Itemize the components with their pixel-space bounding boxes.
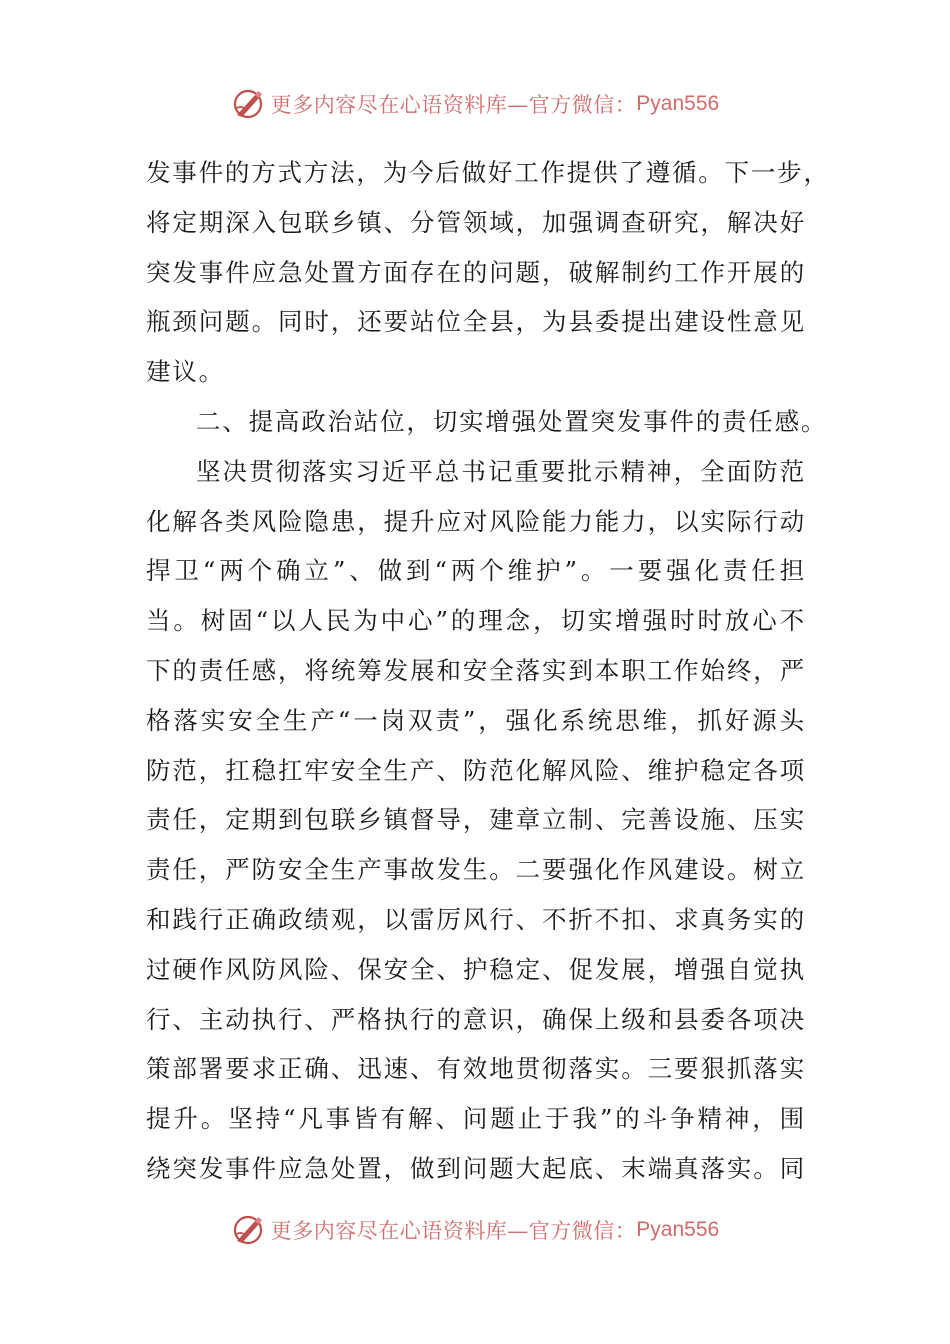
text-line: 行、主动执行、严格执行的意识，确保上级和县委各项决 [146, 1004, 806, 1034]
text-line: 责任，严防安全生产事故发生。二要强化作风建设。树立 [146, 855, 806, 885]
section-heading: 二、提高政治站位，切实增强处置突发事件的责任感。 [196, 406, 828, 436]
text-line: 瓶颈问题。同时，还要站位全县，为县委提出建设性意见 [146, 307, 806, 337]
header-watermark [0, 84, 950, 124]
text-line: 和践行正确政绩观，以雷厉风行、不折不扣、求真务实的 [146, 904, 806, 934]
text-line: 当。树固“以人民为中心”的理念，切实增强时时放心不 [146, 606, 806, 636]
document-body [146, 148, 830, 1194]
text-line: 坚决贯彻落实习近平总书记重要批示精神，全面防范 [196, 456, 806, 486]
pen-logo-icon [231, 87, 265, 121]
text-line: 发事件的方式方法，为今后做好工作提供了遵循。下一步， [146, 158, 830, 187]
text-line: 防范，扛稳扛牢安全生产、防范化解风险、维护稳定各项 [146, 755, 806, 785]
watermark-text: 更多内容尽在心语资料库—官方微信： [270, 1219, 637, 1243]
text-line: 策部署要求正确、迅速、有效地贯彻落实。三要狠抓落实 [146, 1054, 806, 1084]
watermark-text: 更多内容尽在心语资料库—官方微信： [270, 93, 637, 117]
text-line: 化解各类风险隐患，提升应对风险能力能力，以实际行动 [146, 506, 806, 536]
text-line: 提升。坚持“凡事皆有解、问题止于我”的斗争精神，围 [146, 1104, 806, 1134]
watermark-wechat-id: Pyan556 [636, 1218, 720, 1241]
text-line: 将定期深入包联乡镇、分管领域，加强调查研究，解决好 [146, 207, 806, 237]
text-line: 责任，定期到包联乡镇督导，建章立制、完善设施、压实 [146, 805, 806, 835]
text-line: 突发事件应急处置方面存在的问题，破解制约工作开展的 [146, 257, 806, 287]
text-line: 建议。 [146, 357, 225, 387]
watermark-wechat-id: Pyan556 [636, 92, 720, 115]
text-line: 下的责任感，将统筹发展和安全落实到本职工作始终，严 [146, 655, 806, 685]
text-line: 格落实安全生产“一岗双责”，强化系统思维，抓好源头 [146, 705, 806, 735]
pen-logo-icon [231, 1213, 265, 1247]
footer-watermark [0, 1210, 950, 1250]
text-line: 捍卫“两个确立”、做到“两个维护”。一要强化责任担 [146, 556, 806, 586]
text-line: 绕突发事件应急处置，做到问题大起底、末端真落实。同 [146, 1153, 806, 1183]
text-line: 过硬作风防风险、保安全、护稳定、促发展，增强自觉执 [146, 954, 806, 984]
